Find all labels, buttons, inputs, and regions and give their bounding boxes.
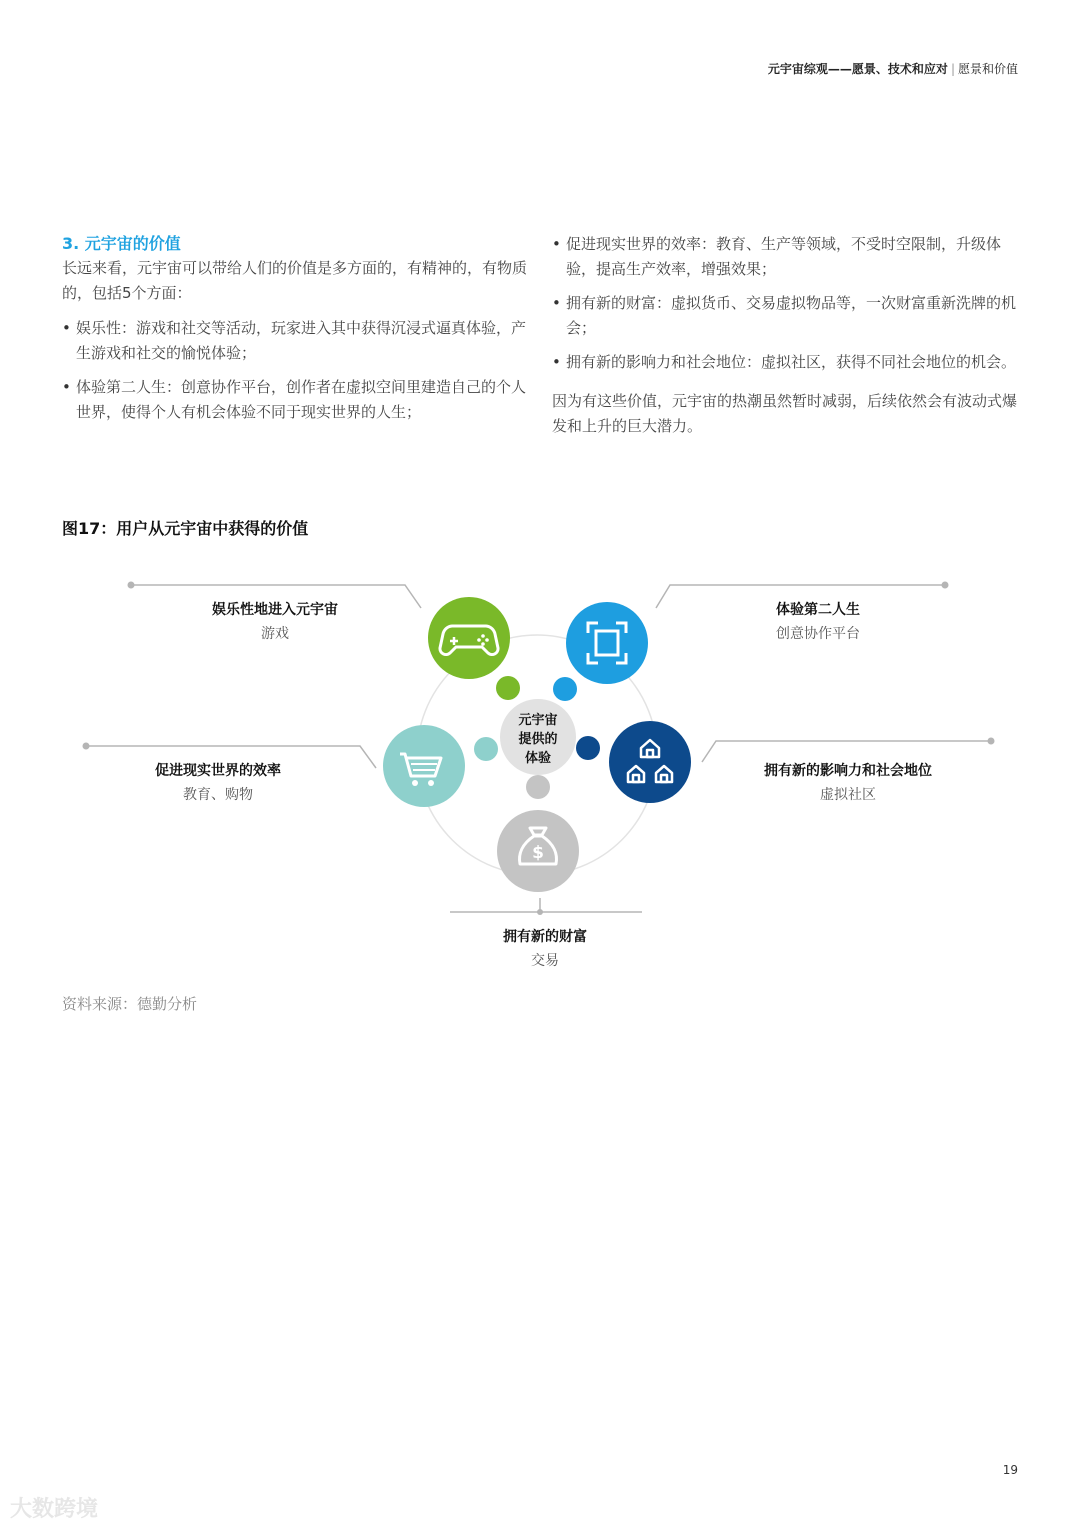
node-entertainment <box>428 597 510 679</box>
center-label-line: 体验 <box>524 751 552 766</box>
connector-dot-teal <box>474 737 498 761</box>
label-entertainment <box>175 598 375 646</box>
label-title: 促进现实世界的效率 <box>155 763 281 779</box>
source-note: 资料来源：德勤分析 <box>62 995 198 1013</box>
label-influence <box>733 759 963 807</box>
left-column <box>62 232 532 434</box>
label-title: 拥有新的财富 <box>503 929 587 945</box>
connector-dot-navy <box>576 736 600 760</box>
node-influence <box>609 721 691 803</box>
label-title: 娱乐性地进入元宇宙 <box>212 602 338 618</box>
connector-dot-blue <box>553 677 577 701</box>
label-subtitle: 教育、购物 <box>183 787 253 803</box>
label-subtitle: 创意协作平台 <box>776 626 860 642</box>
label-second-life <box>718 598 918 646</box>
header-section: 愿景和价值 <box>957 62 1018 76</box>
header-title: 元宇宙综观——愿景、技术和应对 <box>767 62 948 76</box>
value-list-left <box>62 316 532 425</box>
list-item: • 拥有新的财富：虚拟货币、交易虚拟物品等，一次财富重新洗牌的机会； <box>552 291 1022 341</box>
section-title: 3. 元宇宙的价值 <box>62 234 181 253</box>
section-conclusion: 因为有这些价值，元宇宙的热潮虽然暂时减弱，后续依然会有波动式爆发和上升的巨大潜力。 <box>552 392 1018 435</box>
list-item: • 娱乐性：游戏和社交等活动，玩家进入其中获得沉浸式逼真体验，产生游戏和社交的愉悦体验； <box>62 316 532 366</box>
dollar-sign: $ <box>532 843 544 863</box>
label-efficiency <box>118 759 318 807</box>
center-label-line: 提供的 <box>518 732 558 747</box>
list-item: • 拥有新的影响力和社会地位：虚拟社区，获得不同社会地位的机会。 <box>552 350 1022 375</box>
connector-dot-green <box>496 676 520 700</box>
label-wealth <box>445 925 645 973</box>
list-item: • 体验第二人生：创意协作平台，创作者在虚拟空间里建造自己的个人世界，使得个人有机会体验不同于现实世界的人生； <box>62 375 532 425</box>
figure-title: 图17：用户从元宇宙中获得的价值 <box>62 519 309 538</box>
center-label-line: 元宇宙 <box>518 713 558 728</box>
label-subtitle: 交易 <box>531 953 559 969</box>
label-subtitle: 游戏 <box>261 626 289 642</box>
node-second-life <box>566 602 648 684</box>
right-column <box>552 232 1022 439</box>
page-header: 元宇宙综观——愿景、技术和应对 | 愿景和价值 <box>767 62 1018 76</box>
watermark: 大数跨境 <box>10 1497 99 1522</box>
node-efficiency <box>383 725 465 807</box>
value-list-right <box>552 232 1022 375</box>
connector-dot-gray <box>526 775 550 799</box>
section-intro: 长远来看，元宇宙可以带给人们的价值是多方面的，有精神的，有物质的，包括5个方面： <box>62 259 528 302</box>
label-title: 拥有新的影响力和社会地位 <box>764 763 932 779</box>
page-number: 19 <box>1002 1463 1018 1477</box>
list-item: • 促进现实世界的效率：教育、生产等领域，不受时空限制，升级体验，提高生产效率，增强效果； <box>552 232 1022 282</box>
label-subtitle: 虚拟社区 <box>820 787 876 803</box>
label-title: 体验第二人生 <box>776 602 860 618</box>
